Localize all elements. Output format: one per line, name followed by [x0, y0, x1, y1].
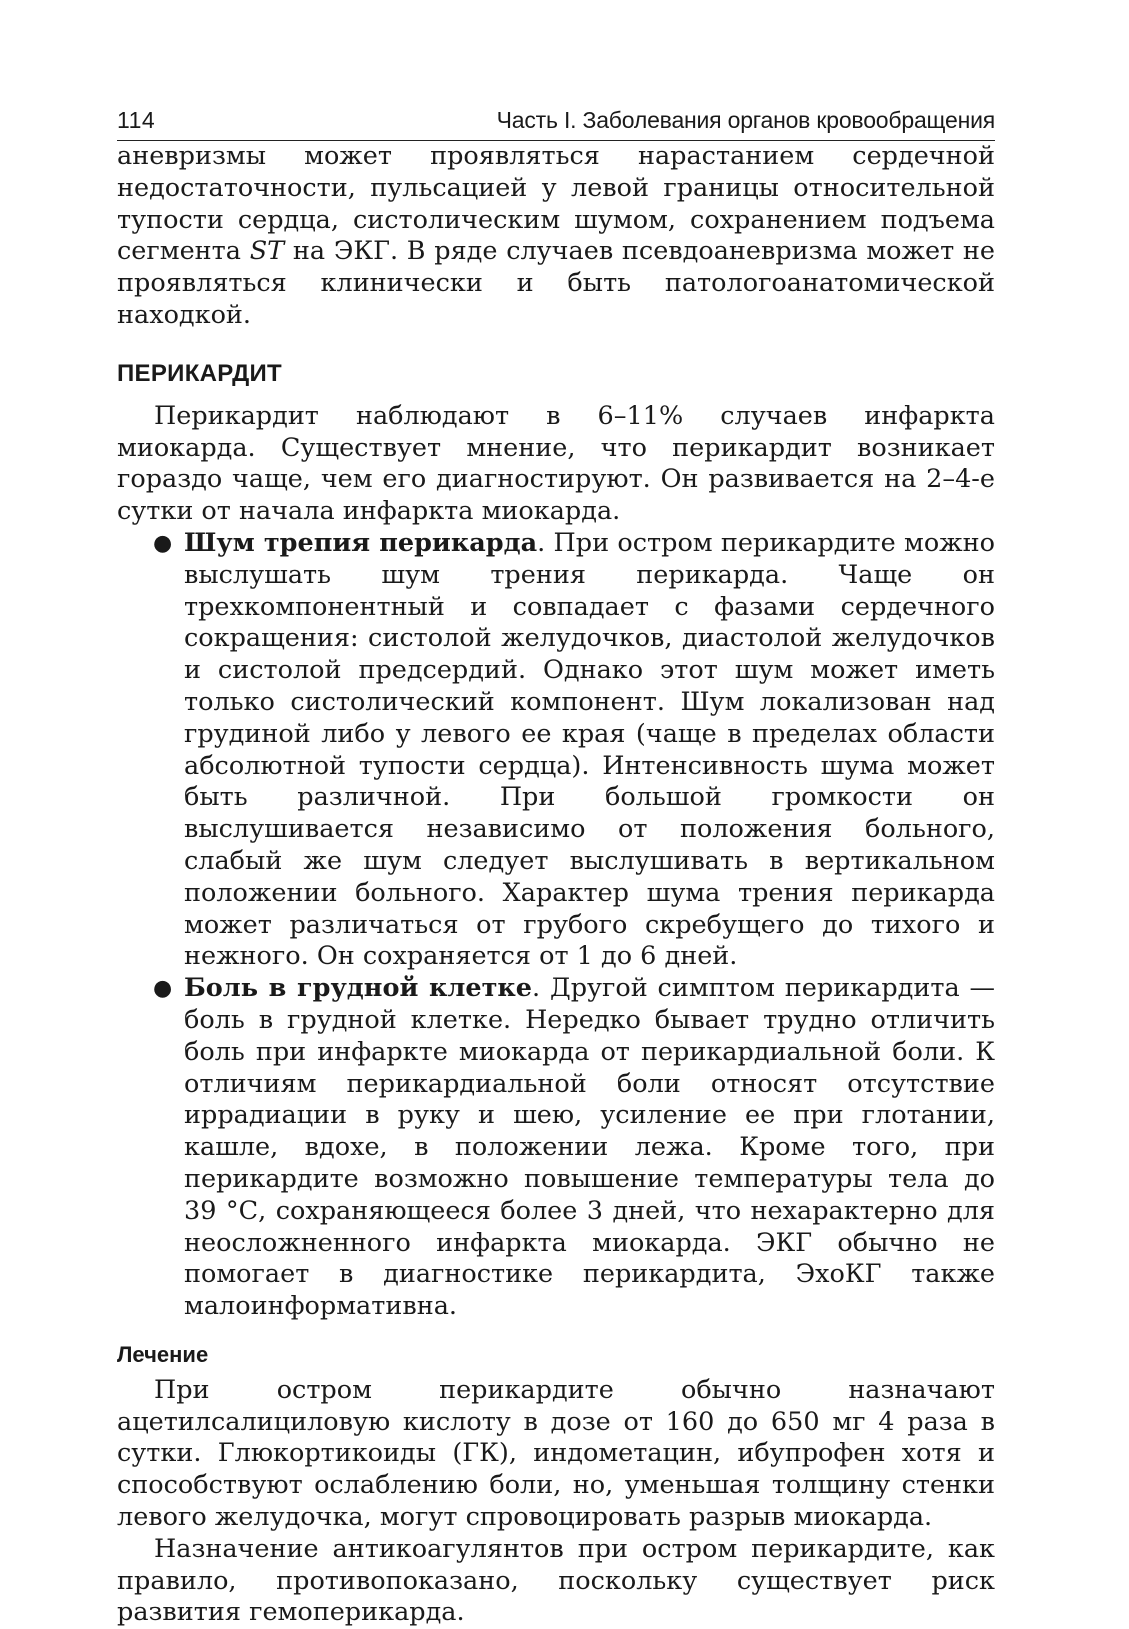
list-item-term: Шум трепия перикарда — [184, 527, 538, 558]
chapter-title: Часть I. Заболевания органов кровообращения — [496, 107, 995, 133]
list-item-text: . Другой симптом перикардита — боль в грудной клетке. Нередко бывает трудно отличить боль при инфаркте миокарда от перикардиальной боли. К отличиям перикардиальной боли относят отсутствие иррадиации в руку и шею, усиление ее при глотании, кашле, вдохе, в положении лежа. Кроме того, при перикардите возможно повышение температуры тела до 39 °С, сохраняющееся более 3 дней, что нехарактерно для неосложненного инфаркта миокарда. ЭКГ обычно не помогает в диагностике перикардита, ЭхоКГ также малоинформативна. — [184, 973, 995, 1322]
intro-paragraph — [117, 141, 995, 332]
page-body — [117, 141, 995, 1629]
intro-text-start: аневризмы может проявляться нарастанием сердечной недостаточности, пульсацией у левой границы относительной тупости сердца, систолическим шумом, сохранением подъема сегмента — [117, 141, 995, 267]
running-header — [117, 106, 995, 141]
st-segment-term: ST — [249, 236, 285, 267]
list-item-term: Боль в грудной клетке — [184, 973, 533, 1004]
bullet-icon: ● — [153, 976, 173, 1002]
treatment-paragraph: При остром перикардите обычно назначают ацетилсалициловую кислоту в дозе от 160 до 650 мг 4 раза в сутки. Глюкортикоиды (ГК), индометацин, ибупрофен хотя и способствуют ослаблению боли, но, уменьшая толщину стенки левого желудочка, могут спровоцировать разрыв миокарда. — [117, 1374, 995, 1533]
bullet-icon: ● — [153, 530, 173, 556]
symptom-list — [117, 528, 995, 1323]
list-item-text: . При остром перикардите можно выслушать шум трения перикарда. Чаще он трехкомпонентный и совпадает с фазами сердечного сокращения: систолой желудочков, диастолой желудочков и систолой предсердий. Однако этот шум может иметь только систолический компонент. Шум локализован над грудиной либо у левого ее края (чаще в пределах области абсолютной тупости сердца). Интенсивность шума может быть различной. При большой громкости он выслушивается независимо от положения больного, слабый же шум следует выслушивать в вертикальном положении больного. Характер шума трения перикарда может различаться от грубого скребущего до тихого и нежного. Он сохраняется от 1 до 6 дней. — [184, 527, 995, 972]
book-page — [117, 106, 995, 1629]
page-number: 114 — [117, 107, 156, 133]
pericarditis-paragraph: Перикардит наблюдают в 6–11% случаев инфаркта миокарда. Существует мнение, что перикардит возникает гораздо чаще, чем его диагностируют. Он развивается на 2–4-е сутки от начала инфаркта миокарда. — [117, 400, 995, 527]
treatment-paragraph: Назначение антикоагулянтов при остром перикардите, как правило, противопоказано, поскольку существует риск развития гемоперикарда. — [117, 1533, 995, 1628]
list-item — [117, 973, 995, 1323]
section-heading-pericarditis: ПЕРИКАРДИТ — [117, 359, 282, 387]
subheading-treatment: Лечение — [117, 1341, 209, 1367]
intro-text-end: на ЭКГ. В ряде случаев псевдоаневризма может не проявляться клинически и быть патологоанатомической находкой. — [117, 236, 995, 330]
list-item — [117, 528, 995, 973]
